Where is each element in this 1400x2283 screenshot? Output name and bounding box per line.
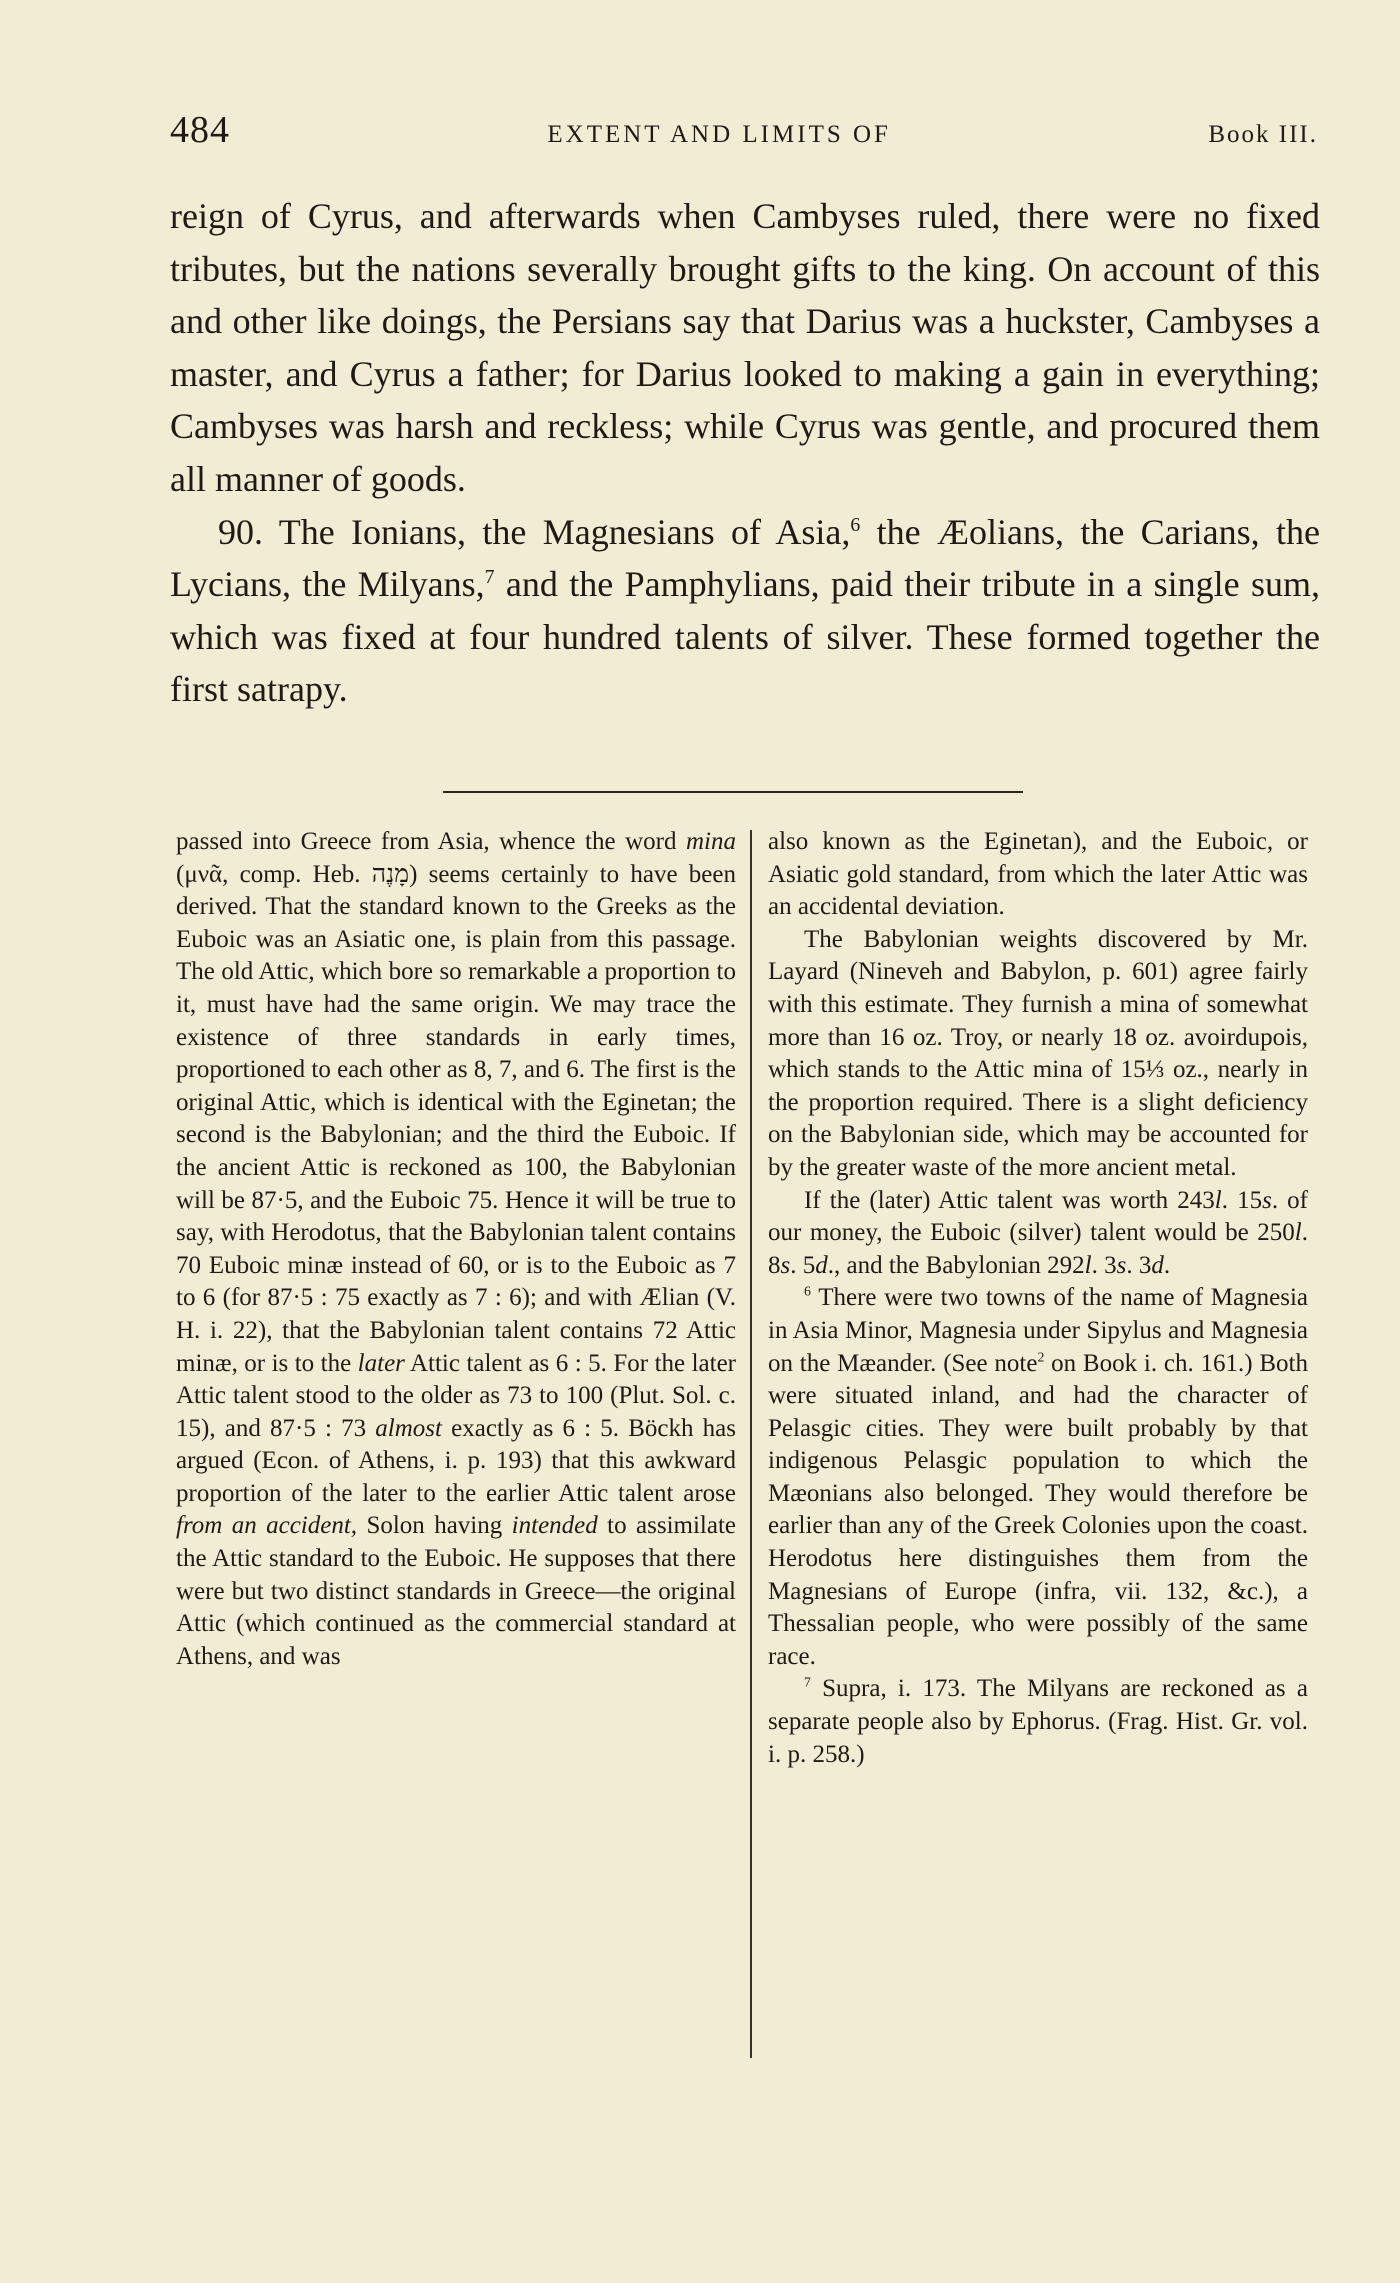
text-span: . of our money, the Euboic (silver) talent would be 250 xyxy=(768,1186,1309,1247)
italic-text: s xyxy=(780,1251,791,1279)
text-span: If the (later) Attic talent was worth 243 xyxy=(804,1186,1215,1214)
text-span: Supra, i. 173. The Milyans are reckoned as a separate people also by Ephorus. (Frag. Hist. Gr. vol. i. p. 258.) xyxy=(768,1675,1308,1768)
footnote-separator xyxy=(443,791,1023,793)
italic-text: d xyxy=(1151,1251,1164,1279)
text-span: . 3 xyxy=(1091,1251,1117,1279)
text-span: There were two towns of the name of Magnesia in Asia Minor, Magnesia under Sipylus and Magnesia on the Mæander. (See note xyxy=(768,1284,1308,1377)
italic-text: l xyxy=(1084,1251,1092,1279)
footnote-6 xyxy=(768,1282,1308,1673)
text-span: and the Pamphylians, paid their tribute in a single sum, which was fixed at four hundred talents of silver. These formed together the first satrapy. xyxy=(170,564,1320,710)
footnote-column-right xyxy=(752,826,1308,2058)
italic-text: almost xyxy=(375,1414,442,1442)
running-title: EXTENT AND LIMITS OF xyxy=(547,121,891,148)
text-span: . 15 xyxy=(1221,1186,1263,1214)
footnote-number: 6 xyxy=(804,1283,811,1299)
text-span: . 8 xyxy=(768,1219,1308,1279)
footnote-paragraph xyxy=(768,1185,1308,1283)
text-span: . 3 xyxy=(1126,1251,1152,1279)
note-ref: 2 xyxy=(1037,1349,1045,1365)
text-span: on Book i. ch. 161.) Both were situated inland, and had the character of Pelasgic cities. They were built probably by that indigenous Pelasgic population to which the Mæonians also belonged. They would therefore be earlier than any of the Greek Colonies upon the coast. Herodotus here distinguishes them from the Magnesians of Europe (infra, vii. 132, &c.), a Thessalian people, who were possibly of the same race. xyxy=(768,1349,1308,1670)
main-text xyxy=(170,190,1320,716)
book-reference: Book III. xyxy=(1208,121,1318,148)
italic-text: s xyxy=(1116,1251,1127,1279)
text-span: . 5 xyxy=(790,1251,816,1279)
italic-text: l xyxy=(1294,1219,1302,1247)
text-span: Solon having xyxy=(357,1512,512,1540)
running-head xyxy=(170,108,1318,156)
text-span: to assimilate the Attic standard to the Euboic. He supposes that there were but two distinct standards in Greece—the original Attic (which continued as the commercial standard at Athens, and was xyxy=(176,1512,736,1670)
page-number: 484 xyxy=(170,109,230,151)
italic-text: l xyxy=(1214,1186,1222,1214)
italic-text: from an accident, xyxy=(176,1512,358,1540)
italic-text: intended xyxy=(511,1512,598,1540)
text-span: . xyxy=(1163,1251,1171,1279)
text-span: the Æolians, the Carians, the Lycians, the Milyans, xyxy=(170,511,1320,605)
italic-text: mina xyxy=(686,828,736,855)
footnote-ref-6: 6 xyxy=(850,513,861,536)
main-paragraph-1: reign of Cyrus, and afterwards when Cambyses ruled, there were no fixed tributes, but the nations severally brought gifts to the king. On account of this and other like doings, the Persians say that Darius was a huckster, Cambyses a master, and Cyrus a father; for Darius looked to making a gain in everything; Cambyses was harsh and reckless; while Cyrus was gentle, and procured them all manner of goods. xyxy=(170,196,1320,499)
italic-text: d xyxy=(815,1251,828,1279)
text-span: Attic talent as 6 : 5. For the later Attic talent stood to the older as 73 to 100 (Plut. Sol. c. 15), and 87·5 : 73 xyxy=(176,1349,736,1442)
text-span: ., and the Babylonian 292 xyxy=(827,1251,1085,1279)
text-span: (μνᾶ, comp. Heb. מָנֶה) seems certainly to have been derived. That the standard known to the Greeks as the Euboic was an Asiatic one, is plain from this passage. The old Attic, which bore so remarkable a proportion to it, must have had the same origin. We may trace the existence of three standards in early times, proportioned to each other as 8, 7, and 6. The first is the original Attic, which is identical with the Eginetan; the second is the Babylonian; and the third the Euboic. If the ancient Attic is reckoned as 100, the Babylonian will be 87·5, and the Euboic 75. Hence it will be true to say, with Herodotus, that the Babylonian talent contains 70 Euboic minæ instead of 60, or is to the Euboic as 7 to 6 (for 87·5 : 75 exactly as 7 : 6); and with Ælian (V. H. i. 22), that the Babylonian talent contains 72 Attic minæ, or is to the xyxy=(176,860,736,1377)
text-span: 90. The Ionians, the Magnesians of Asia, xyxy=(218,511,851,552)
italic-text: s xyxy=(1262,1186,1272,1214)
footnote-column-left xyxy=(176,826,750,2058)
footnote-paragraph: also known as the Eginetan), and the Euboic, or Asiatic gold standard, from which the later Attic was an accidental deviation. xyxy=(768,828,1308,921)
italic-text: later xyxy=(357,1349,405,1377)
text-span: passed into Greece from Asia, whence the word xyxy=(176,828,686,855)
footnote-7 xyxy=(768,1673,1308,1771)
footnote-paragraph: The Babylonian weights discovered by Mr. Layard (Nineveh and Babylon, p. 601) agree fairly with this estimate. They furnish a mina of somewhat more than 16 oz. Troy, or nearly 18 oz. avoirdupois, which stands to the Attic mina of 15⅓ oz., nearly in the proportion required. There is a slight deficiency on the Babylonian side, which may be accounted for by the greater waste of the more ancient metal. xyxy=(768,925,1308,1181)
main-paragraph-90 xyxy=(170,506,1320,716)
footnote-continued xyxy=(176,826,736,1673)
text-span: exactly as 6 : 5. Böckh has argued (Econ. of Athens, i. p. 193) that this awkward proportion of the later to the earlier Attic talent arose xyxy=(176,1414,736,1507)
footnote-ref-7: 7 xyxy=(484,566,495,589)
footnotes xyxy=(176,826,1316,2058)
footnote-number: 7 xyxy=(804,1675,811,1691)
